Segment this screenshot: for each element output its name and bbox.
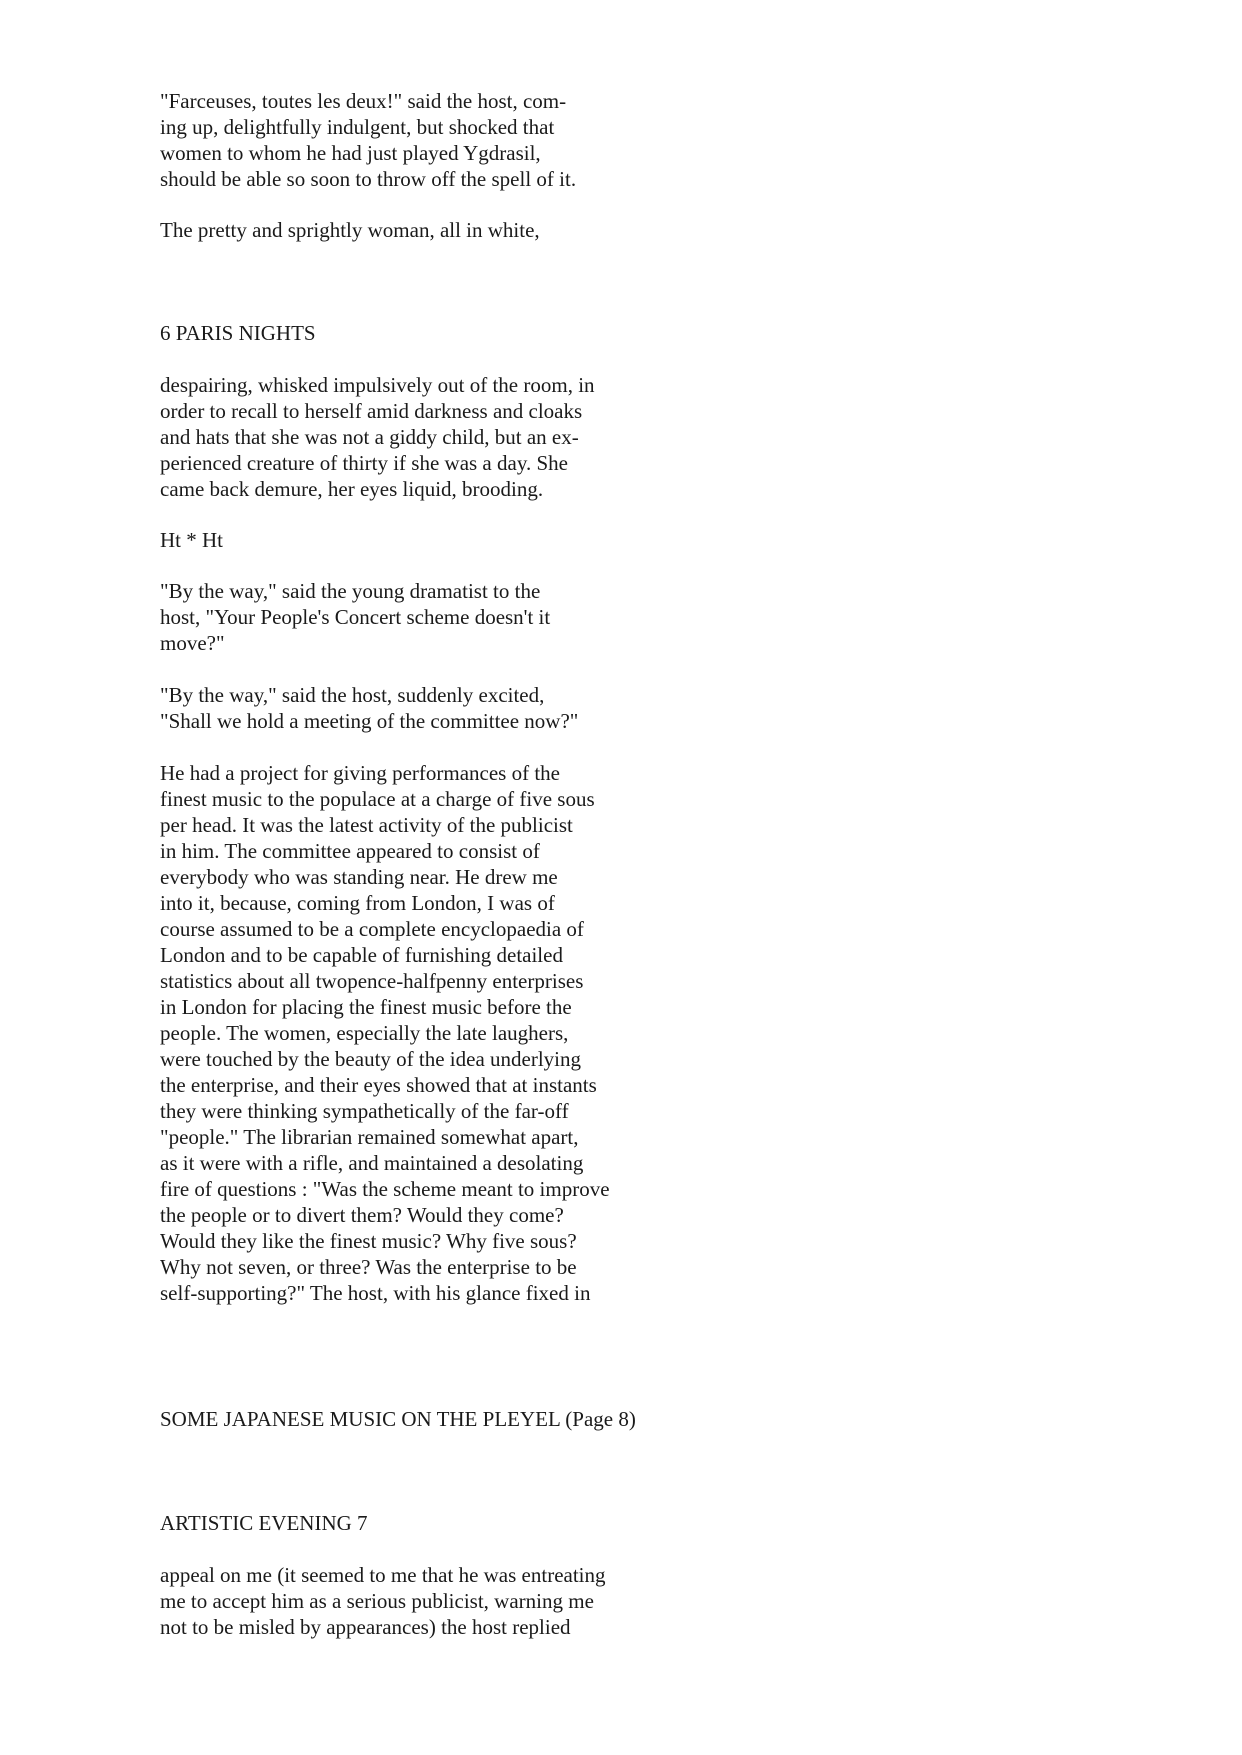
text-line: fire of questions : "Was the scheme meant to improve (160, 1177, 610, 1201)
paragraph-10 (160, 1562, 606, 1640)
text-line: as it were with a rifle, and maintained a desolating (160, 1151, 584, 1175)
paragraph-6 (160, 682, 578, 734)
caption-8 (160, 1406, 636, 1432)
running-head-9 (160, 1510, 368, 1536)
paragraph-1 (160, 217, 540, 243)
text-line: should be able so soon to throw off the spell of it. (160, 167, 577, 191)
text-line: London and to be capable of furnishing detailed (160, 943, 563, 967)
paragraph-0 (160, 88, 576, 192)
text-line: appeal on me (it seemed to me that he was entreating (160, 1563, 606, 1587)
text-line: "Shall we hold a meeting of the committee now?" (160, 709, 579, 733)
text-line: were touched by the beauty of the idea underlying (160, 1047, 582, 1071)
text-line: ARTISTIC EVENING 7 (160, 1511, 368, 1535)
text-line: 6 PARIS NIGHTS (160, 321, 316, 345)
text-line: course assumed to be a complete encyclopaedia of (160, 917, 584, 941)
text-line: Ht * Ht (160, 528, 223, 552)
text-line: He had a project for giving performances of the (160, 761, 561, 785)
text-line: came back demure, her eyes liquid, brooding. (160, 477, 544, 501)
running-head-2 (160, 320, 316, 346)
section-break-4 (160, 527, 223, 553)
text-line: host, "Your People's Concert scheme doesn't it (160, 605, 551, 629)
text-line: the enterprise, and their eyes showed that at instants (160, 1073, 597, 1097)
text-line: finest music to the populace at a charge of five sous (160, 787, 595, 811)
text-line: me to accept him as a serious publicist, warning me (160, 1589, 594, 1613)
text-line: "By the way," said the host, suddenly excited, (160, 683, 545, 707)
text-line: perienced creature of thirty if she was a day. She (160, 451, 568, 475)
text-line: into it, because, coming from London, I was of (160, 891, 555, 915)
text-line: per head. It was the latest activity of the publicist (160, 813, 573, 837)
text-line: order to recall to herself amid darkness and cloaks (160, 399, 583, 423)
text-line: not to be misled by appearances) the host replied (160, 1615, 571, 1639)
text-line: Why not seven, or three? Was the enterprise to be (160, 1255, 577, 1279)
text-line: move?" (160, 631, 225, 655)
text-line: in him. The committee appeared to consist of (160, 839, 540, 863)
text-line: self-supporting?" The host, with his glance fixed in (160, 1281, 591, 1305)
text-line: women to whom he had just played Ygdrasil, (160, 141, 541, 165)
paragraph-3 (160, 372, 595, 502)
text-line: SOME JAPANESE MUSIC ON THE PLEYEL (Page 8) (160, 1407, 636, 1431)
text-line: "people." The librarian remained somewhat apart, (160, 1125, 579, 1149)
text-line: they were thinking sympathetically of the far-off (160, 1099, 569, 1123)
text-line: The pretty and sprightly woman, all in white, (160, 218, 540, 242)
text-line: despairing, whisked impulsively out of the room, in (160, 373, 595, 397)
text-line: "By the way," said the young dramatist to the (160, 579, 541, 603)
text-line: Would they like the finest music? Why five sous? (160, 1229, 577, 1253)
text-line: people. The women, especially the late laughers, (160, 1021, 569, 1045)
text-line: "Farceuses, toutes les deux!" said the host, com- (160, 89, 567, 113)
text-line: everybody who was standing near. He drew me (160, 865, 558, 889)
text-line: in London for placing the finest music before the (160, 995, 572, 1019)
paragraph-5 (160, 578, 550, 656)
paragraph-7 (160, 760, 610, 1306)
text-line: and hats that she was not a giddy child, but an ex- (160, 425, 579, 449)
text-line: ing up, delightfully indulgent, but shocked that (160, 115, 555, 139)
text-line: statistics about all twopence-halfpenny enterprises (160, 969, 584, 993)
text-line: the people or to divert them? Would they come? (160, 1203, 564, 1227)
